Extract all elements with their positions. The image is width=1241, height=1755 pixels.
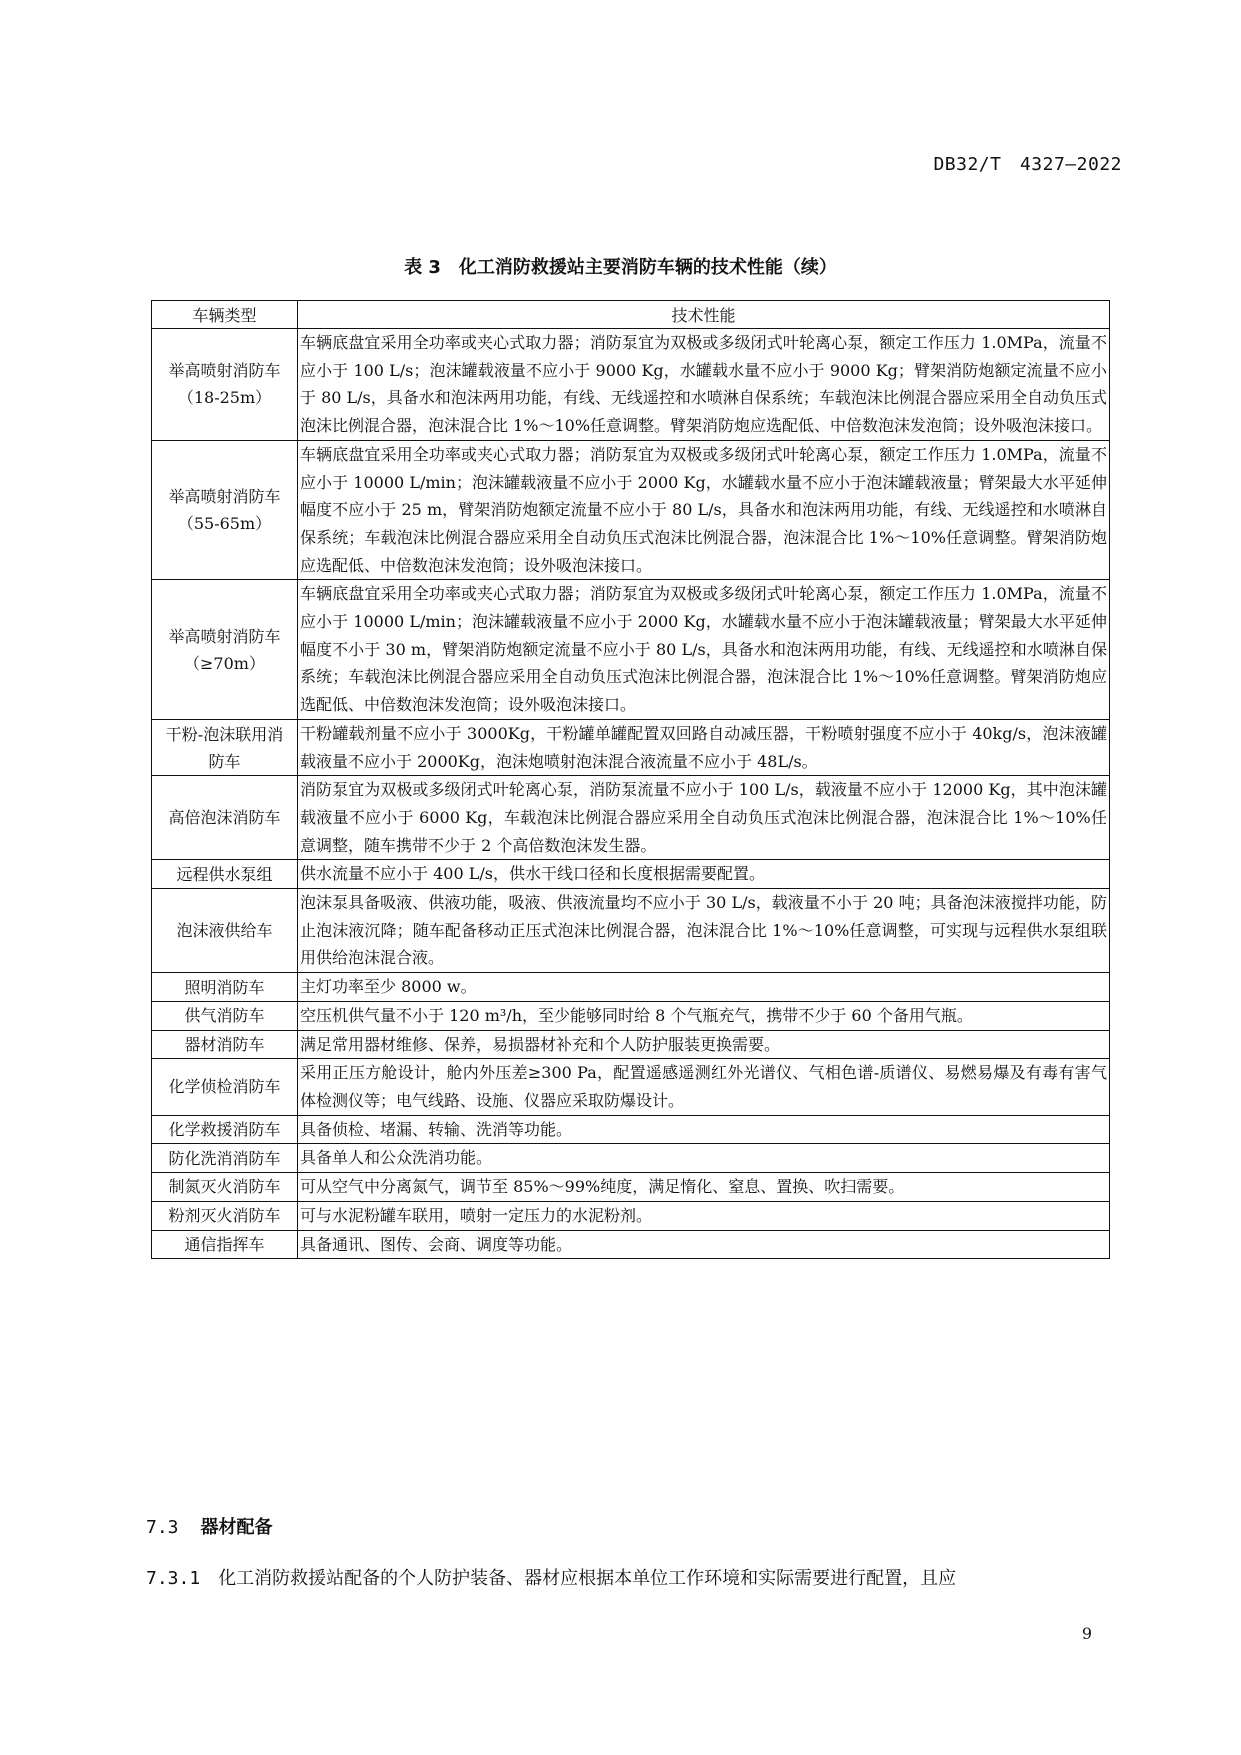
table-row — [152, 1201, 1110, 1230]
table-row — [152, 776, 1110, 860]
vehicle-type-cell — [152, 440, 298, 580]
table-row — [152, 580, 1110, 720]
section-number: 7.3 — [146, 1517, 179, 1538]
vehicle-type-cell — [152, 329, 298, 441]
vehicle-type-label: 高倍泡沫消防车 — [168, 808, 281, 828]
vehicle-type-label: 泡沫液供给车 — [176, 921, 273, 941]
clause-paragraph — [146, 1564, 1116, 1590]
table-row — [152, 889, 1110, 973]
vehicle-type-sublabel: （55-65m） — [177, 514, 272, 534]
vehicle-type-cell — [152, 1144, 298, 1173]
vehicle-type-cell — [152, 1001, 298, 1030]
performance-cell: 干粉罐载剂量不应小于 3000Kg，干粉罐单罐配置双回路自动减压器，干粉喷射强度不应小于 40kg/s，泡沫液罐载液量不应小于 2000Kg，泡沫炮喷射泡沫混合液流量不应小于 48L/s。 — [298, 719, 1110, 775]
performance-cell: 满足常用器材维修、保养，易损器材补充和个人防护服装更换需要。 — [298, 1030, 1110, 1059]
vehicle-type-cell — [152, 1030, 298, 1059]
section-title: 器材配备 — [200, 1517, 273, 1538]
vehicle-type-cell — [152, 776, 298, 860]
vehicle-type-sublabel: （18-25m） — [177, 388, 272, 408]
vehicle-performance-table — [151, 300, 1110, 1259]
vehicle-type-label: 供气消防车 — [184, 1006, 265, 1026]
performance-cell: 主灯功率至少 8000 w。 — [298, 973, 1110, 1002]
table-row — [152, 1001, 1110, 1030]
vehicle-type-label: 化学侦检消防车 — [168, 1077, 281, 1097]
vehicle-type-label: 化学救援消防车 — [168, 1120, 281, 1140]
table-row — [152, 1173, 1110, 1202]
vehicle-type-sublabel: 防车 — [208, 751, 241, 771]
table-row — [152, 1115, 1110, 1144]
performance-cell: 具备通讯、图传、会商、调度等功能。 — [298, 1230, 1110, 1259]
vehicle-type-cell — [152, 889, 298, 973]
vehicle-type-cell — [152, 1059, 298, 1115]
table-row — [152, 860, 1110, 889]
section-heading — [146, 1513, 273, 1539]
vehicle-type-label: 器材消防车 — [184, 1034, 265, 1054]
table-caption: 表 3 化工消防救援站主要消防车辆的技术性能（续） — [404, 257, 837, 278]
vehicle-type-label: 举高喷射消防车 — [168, 626, 281, 646]
vehicle-type-cell — [152, 973, 298, 1002]
performance-cell: 供水流量不应小于 400 L/s，供水干线口径和长度根据需要配置。 — [298, 860, 1110, 889]
table-row — [152, 329, 1110, 441]
vehicle-type-cell — [152, 719, 298, 775]
performance-cell: 车辆底盘宜采用全功率或夹心式取力器；消防泵宜为双极或多级闭式叶轮离心泵，额定工作压力 1.0MPa，流量不应小于 100 L/s；泡沫罐载液量不应小于 9000 Kg，水罐载水量不应小于 9000 Kg；臂架消防炮额定流量不应小于 80 L/s，具备水和泡沫两用功能，有线、无线遥控和水喷淋自保系统；车载泡沫比例混合器应采用全自动负压式泡沫比例混合器，泡沫混合比 1%～10%任意调整。臂架消防炮应选配低、中倍数泡沫发泡筒；设外吸泡沫接口。 — [298, 329, 1110, 441]
table-row — [152, 719, 1110, 775]
vehicle-type-label: 粉剂灭火消防车 — [168, 1206, 281, 1226]
table-row — [152, 1144, 1110, 1173]
performance-cell: 可从空气中分离氮气，调节至 85%～99%纯度，满足惰化、窒息、置换、吹扫需要。 — [298, 1173, 1110, 1202]
performance-cell: 泡沫泵具备吸液、供液功能，吸液、供液流量均不应小于 30 L/s，载液量不小于 20 吨；具备泡沫液搅拌功能，防止泡沫液沉降；随车配备移动正压式泡沫比例混合器，泡沫混合比 1%～10%任意调整，可实现与远程供水泵组联用供给泡沫混合液。 — [298, 889, 1110, 973]
vehicle-type-label: 干粉-泡沫联用消 — [165, 724, 284, 744]
vehicle-type-cell — [152, 860, 298, 889]
table-row — [152, 1230, 1110, 1259]
vehicle-type-cell — [152, 580, 298, 720]
vehicle-type-label: 制氮灭火消防车 — [168, 1177, 281, 1197]
performance-cell: 消防泵宜为双极或多级闭式叶轮离心泵，消防泵流量不应小于 100 L/s，载液量不应小于 12000 Kg，其中泡沫罐载液量不应小于 6000 Kg，车载泡沫比例混合器应采用全自动负压式泡沫比例混合器，泡沫混合比 1%～10%任意调整，随车携带不少于 2 个高倍数泡沫发生器。 — [298, 776, 1110, 860]
vehicle-type-sublabel: （≥70m） — [184, 653, 265, 673]
table-row — [152, 973, 1110, 1002]
page-number: 9 — [1081, 1624, 1092, 1643]
performance-cell: 车辆底盘宜采用全功率或夹心式取力器；消防泵宜为双极或多级闭式叶轮离心泵，额定工作压力 1.0MPa，流量不应小于 10000 L/min；泡沫罐载液量不应小于 2000 Kg，水罐载水量不应小于泡沫罐载液量；臂架最大水平延伸幅度不应小于 25 m，臂架消防炮额定流量不应小于 80 L/s，具备水和泡沫两用功能，有线、无线遥控和水喷淋自保系统；车载泡沫比例混合器应采用全自动负压式泡沫比例混合器，泡沫混合比 1%～10%任意调整。臂架消防炮应选配低、中倍数泡沫发泡筒；设外吸泡沫接口。 — [298, 440, 1110, 580]
clause-text: 化工消防救援站配备的个人防护装备、器材应根据本单位工作环境和实际需要进行配置，且应 — [218, 1568, 957, 1589]
vehicle-type-label: 远程供水泵组 — [176, 864, 273, 884]
vehicle-type-cell — [152, 1230, 298, 1259]
performance-cell: 空压机供气量不小于 120 m³/h，至少能够同时给 8 个气瓶充气，携带不少于 60 个备用气瓶。 — [298, 1001, 1110, 1030]
table-header-row — [152, 301, 1110, 329]
vehicle-type-label: 通信指挥车 — [184, 1234, 265, 1254]
performance-cell: 具备单人和公众洗消功能。 — [298, 1144, 1110, 1173]
vehicle-type-label: 防化洗消消防车 — [168, 1148, 281, 1168]
document-code: DB32/T 4327—2022 — [933, 154, 1122, 175]
performance-cell: 可与水泥粉罐车联用，喷射一定压力的水泥粉剂。 — [298, 1201, 1110, 1230]
performance-cell: 具备侦检、堵漏、转输、洗消等功能。 — [298, 1115, 1110, 1144]
vehicle-type-cell — [152, 1201, 298, 1230]
clause-number: 7.3.1 — [146, 1568, 201, 1589]
performance-cell: 采用正压方舱设计，舱内外压差≥300 Pa，配置遥感遥测红外光谱仪、气相色谱-质谱仪、易燃易爆及有毒有害气体检测仪等；电气线路、设施、仪器应采取防爆设计。 — [298, 1059, 1110, 1115]
table-row — [152, 1059, 1110, 1115]
column-header-performance: 技术性能 — [298, 301, 1110, 329]
vehicle-type-label: 照明消防车 — [184, 977, 265, 997]
vehicle-type-cell — [152, 1173, 298, 1202]
column-header-vehicle-type: 车辆类型 — [152, 301, 298, 329]
performance-cell: 车辆底盘宜采用全功率或夹心式取力器；消防泵宜为双极或多级闭式叶轮离心泵，额定工作压力 1.0MPa，流量不应小于 10000 L/min；泡沫罐载液量不应小于 2000 Kg，水罐载水量不应小于泡沫罐载液量；臂架最大水平延伸幅度不小于 30 m，臂架消防炮额定流量不应小于 80 L/s，具备水和泡沫两用功能，有线、无线遥控和水喷淋自保系统；车载泡沫比例混合器应采用全自动负压式泡沫比例混合器，泡沫混合比 1%～10%任意调整。臂架消防炮应选配低、中倍数泡沫发泡筒；设外吸泡沫接口。 — [298, 580, 1110, 720]
vehicle-type-label: 举高喷射消防车 — [168, 487, 281, 507]
table-row — [152, 440, 1110, 580]
vehicle-type-label: 举高喷射消防车 — [168, 361, 281, 381]
table-row — [152, 1030, 1110, 1059]
vehicle-type-cell — [152, 1115, 298, 1144]
